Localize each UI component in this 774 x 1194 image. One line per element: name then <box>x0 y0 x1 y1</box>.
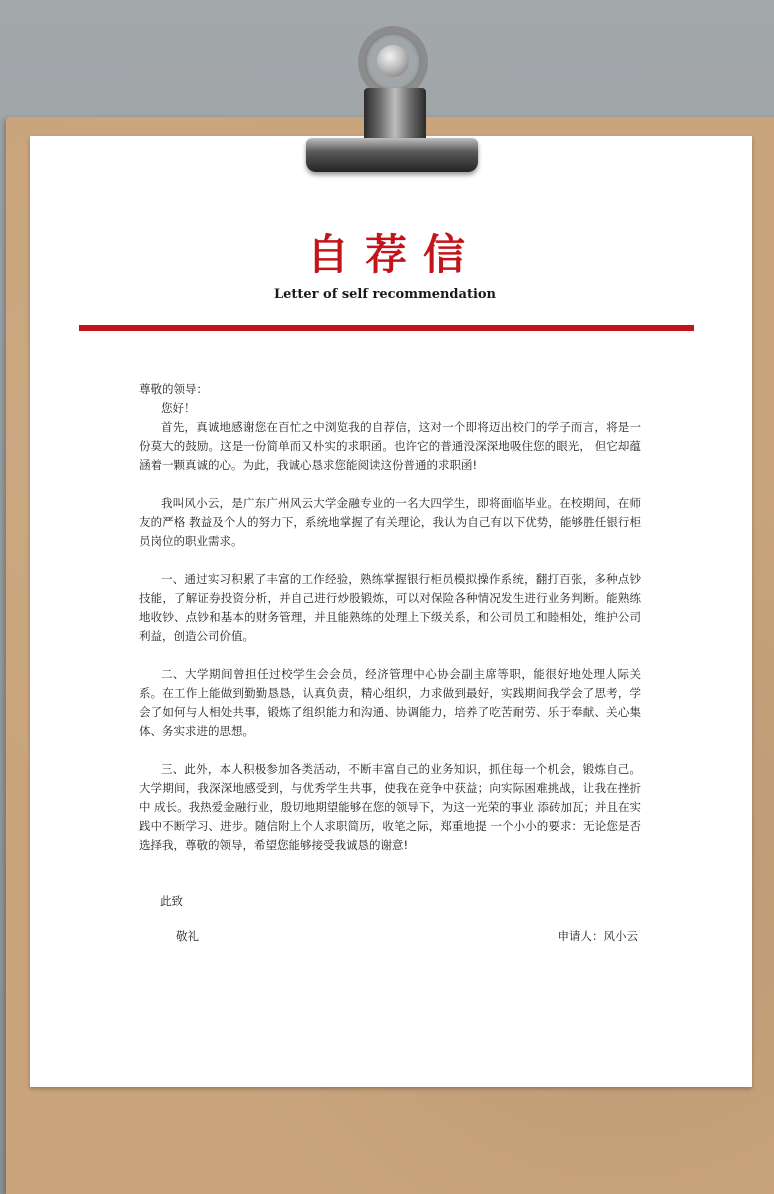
letter-paragraph-intro: 首先，真诚地感谢您在百忙之中浏览我的自荐信，这对一个即将迈出校门的学子而言，将是一份莫大的鼓励。这是一份简单而又朴实的求职函。也许它的普通没深深地吸住您的眼光， 但它却蕴涵着一颗真诚的心。为此，我诚心恳求您能阅读这份普通的求职函! <box>139 420 641 472</box>
letter-paragraph-point-3: 三、此外，本人积极参加各类活动，不断丰富自己的业务知识，抓住每一个机会，锻炼自己。大学期间，我深深地感受到，与优秀学生共事，使我在竞争中获益；向实际困难挑战，让我在挫折中 成长。我热爱金融行业，殷切地期望能够在您的领导下，为这一光荣的事业 添砖加瓦；并且在实践中不断学习、进步。随信附上个人求职简历，收笔之际，郑重地提 一个小小的要求：无论您是否选择我，尊敬的领导，希望您能够接受我诚恳的谢意! <box>139 762 641 852</box>
letter-paragraph-point-2: 二、大学期间曾担任过校学生会会员，经济管理中心协会副主席等职，能很好地处理人际关系。在工作上能做到勤勤恳恳，认真负责，精心组织，力求做到最好，实践期间我学会了思考，学会了如何与人相处共事，锻炼了组织能力和沟通、协调能力，培养了吃苦耐劳、乐于奉献、关心集体、务实求进的思想。 <box>139 667 641 738</box>
page-subtitle: Letter of self recommendation <box>273 287 497 302</box>
binder-clip-icon <box>306 26 478 176</box>
title-divider <box>79 325 694 331</box>
letter-hello: 您好！ <box>161 401 196 415</box>
letter-signature: 申请人：风小云 <box>557 929 638 943</box>
letter-closing: 此致 <box>160 894 183 908</box>
letter-body <box>139 380 641 855</box>
page-title: 自荐信 <box>306 230 481 279</box>
letter-paragraph-point-1: 一、通过实习积累了丰富的工作经验，熟练掌握银行柜员模拟操作系统，翻打百张，多种点钞技能，了解证券投资分析，并自己进行炒股锻炼，可以对保险各种情况发生进行业务判断。能熟练地收钞、点钞和基本的财务管理，并且能熟练的处理上下级关系，和公司员工和睦相处，维护公司利益，创造公司价值。 <box>139 572 641 643</box>
letter-paragraph-self-intro: 我叫风小云，是广东广州风云大学金融专业的一名大四学生，即将面临毕业。在校期间，在师友的严格 教益及个人的努力下，系统地掌握了有关理论，我认为自己有以下优势，能够胜任银行柜员岗位的职业需求。 <box>139 496 641 548</box>
letter-salute: 敬礼 <box>176 929 199 943</box>
binder-clip-jaw <box>306 138 478 172</box>
letter-greeting: 尊敬的领导： <box>139 382 208 396</box>
